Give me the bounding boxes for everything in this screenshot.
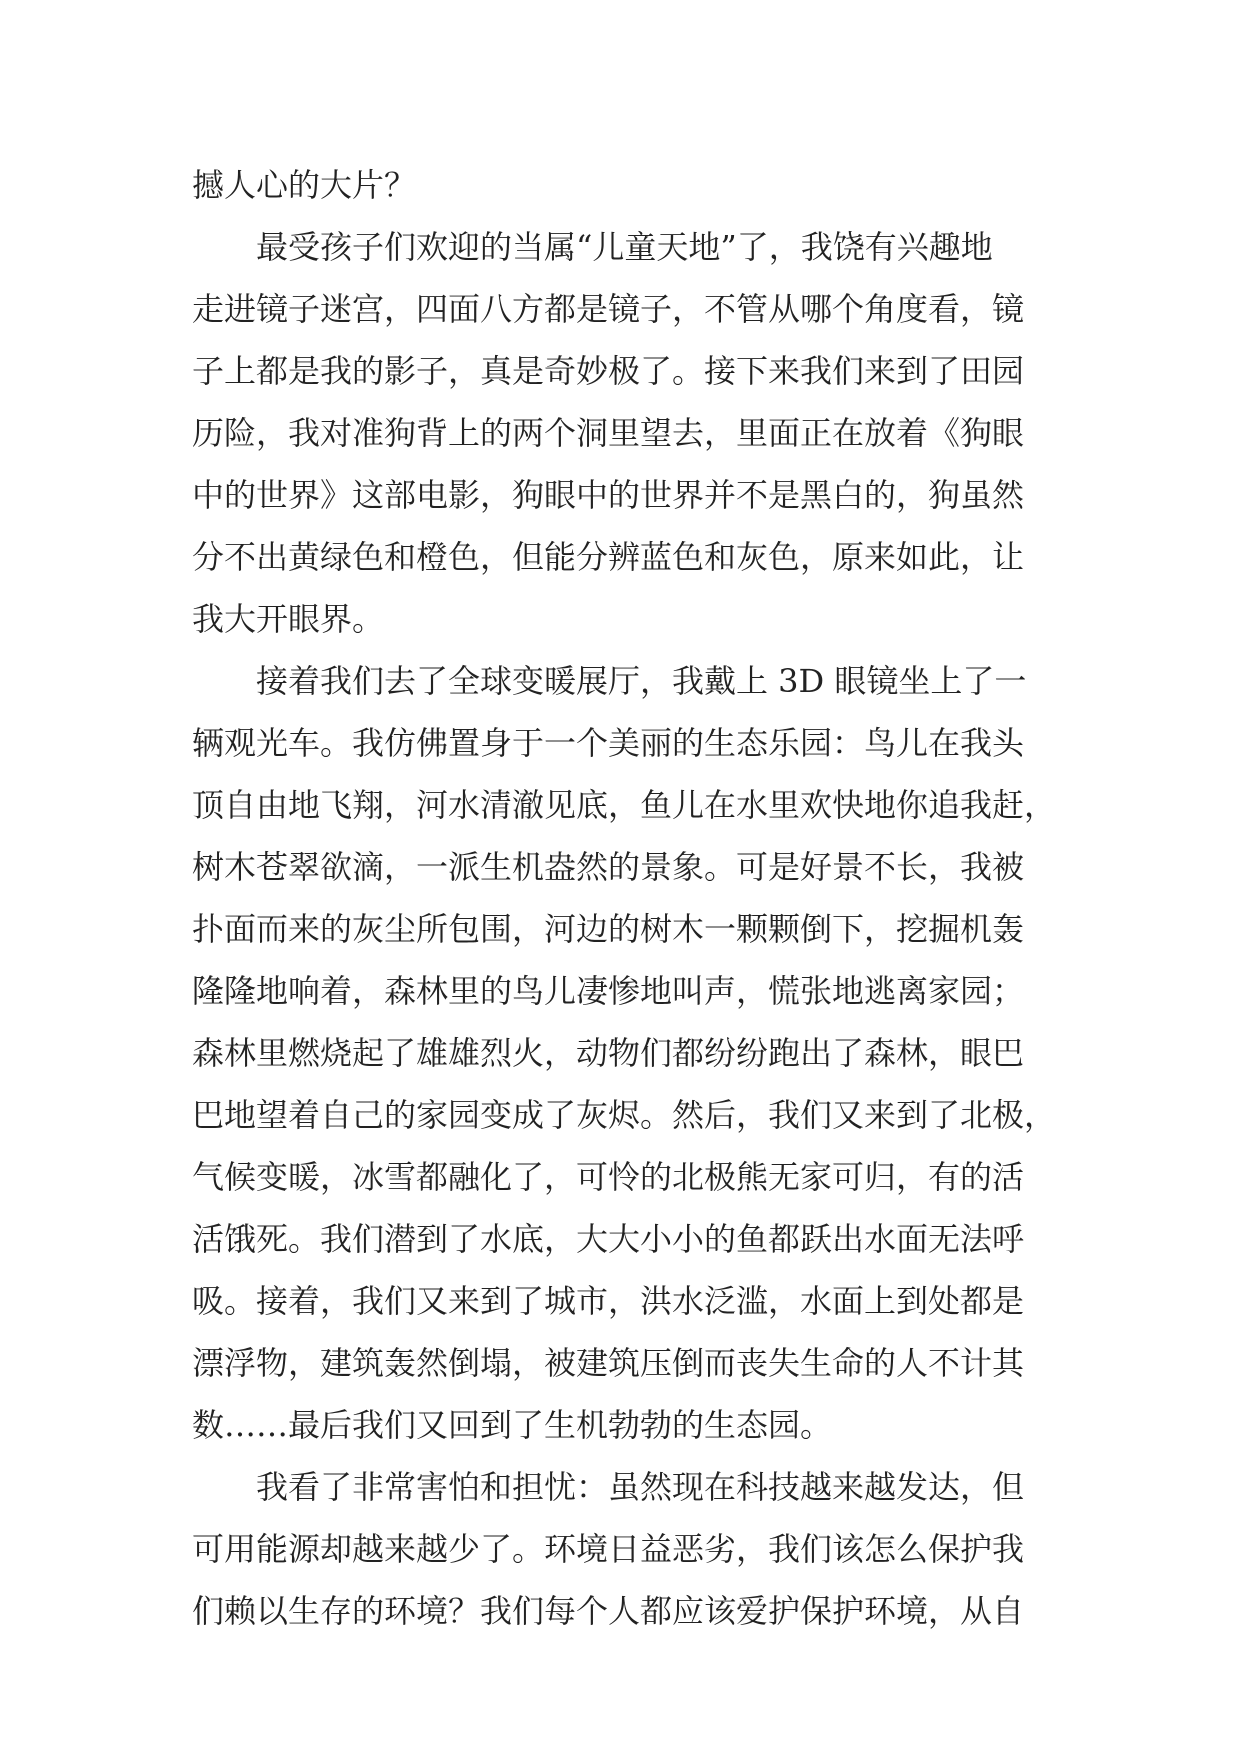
text-line: 树木苍翠欲滴，一派生机盎然的景象。可是好景不长，我被 (192, 848, 1025, 886)
text-line: 隆隆地响着，森林里的鸟儿凄惨地叫声，慌张地逃离家园； (192, 972, 1025, 1010)
text-line: 我大开眼界。 (192, 600, 385, 638)
text-line: 中的世界》这部电影，狗眼中的世界并不是黑白的，狗虽然 (192, 476, 1025, 514)
text-line: 森林里燃烧起了雄雄烈火，动物们都纷纷跑出了森林，眼巴 (192, 1034, 1025, 1072)
text-line: 撼人心的大片？ (192, 166, 417, 204)
paragraph-first-line: 我看了非常害怕和担忧：虽然现在科技越来越发达，但 (256, 1468, 1025, 1506)
text-line: 子上都是我的影子，真是奇妙极了。接下来我们来到了田园 (192, 352, 1025, 390)
text-line: 分不出黄绿色和橙色，但能分辨蓝色和灰色，原来如此，让 (192, 538, 1025, 576)
text-line: 走进镜子迷宫，四面八方都是镜子，不管从哪个角度看，镜 (192, 290, 1025, 328)
paragraph-first-line: 接着我们去了全球变暖展厅，我戴上 3D 眼镜坐上了一 (256, 662, 1027, 700)
paragraph-first-line: 最受孩子们欢迎的当属“儿童天地”了，我饶有兴趣地 (256, 228, 993, 266)
text-line: 气候变暖，冰雪都融化了，可怜的北极熊无家可归，有的活 (192, 1158, 1025, 1196)
text-line: 们赖以生存的环境？我们每个人都应该爱护保护环境，从自 (192, 1592, 1025, 1630)
text-line: 辆观光车。我仿佛置身于一个美丽的生态乐园：鸟儿在我头 (192, 724, 1025, 762)
text-line: 可用能源却越来越少了。环境日益恶劣，我们该怎么保护我 (192, 1530, 1025, 1568)
text-line: 吸。接着，我们又来到了城市，洪水泛滥，水面上到处都是 (192, 1282, 1025, 1320)
text-line: 活饿死。我们潜到了水底，大大小小的鱼都跃出水面无法呼 (192, 1220, 1025, 1258)
text-line: 漂浮物，建筑轰然倒塌，被建筑压倒而丧失生命的人不计其 (192, 1344, 1025, 1382)
text-line: 顶自由地飞翔，河水清澈见底，鱼儿在水里欢快地你追我赶， (192, 786, 1057, 824)
text-line: 扑面而来的灰尘所包围，河边的树木一颗颗倒下，挖掘机轰 (192, 910, 1025, 948)
text-line: 巴地望着自己的家园变成了灰烬。然后，我们又来到了北极， (192, 1096, 1057, 1134)
document-body (192, 154, 1057, 1642)
text-line: 数……最后我们又回到了生机勃勃的生态园。 (192, 1406, 833, 1444)
text-line: 历险，我对准狗背上的两个洞里望去，里面正在放着《狗眼 (192, 414, 1025, 452)
